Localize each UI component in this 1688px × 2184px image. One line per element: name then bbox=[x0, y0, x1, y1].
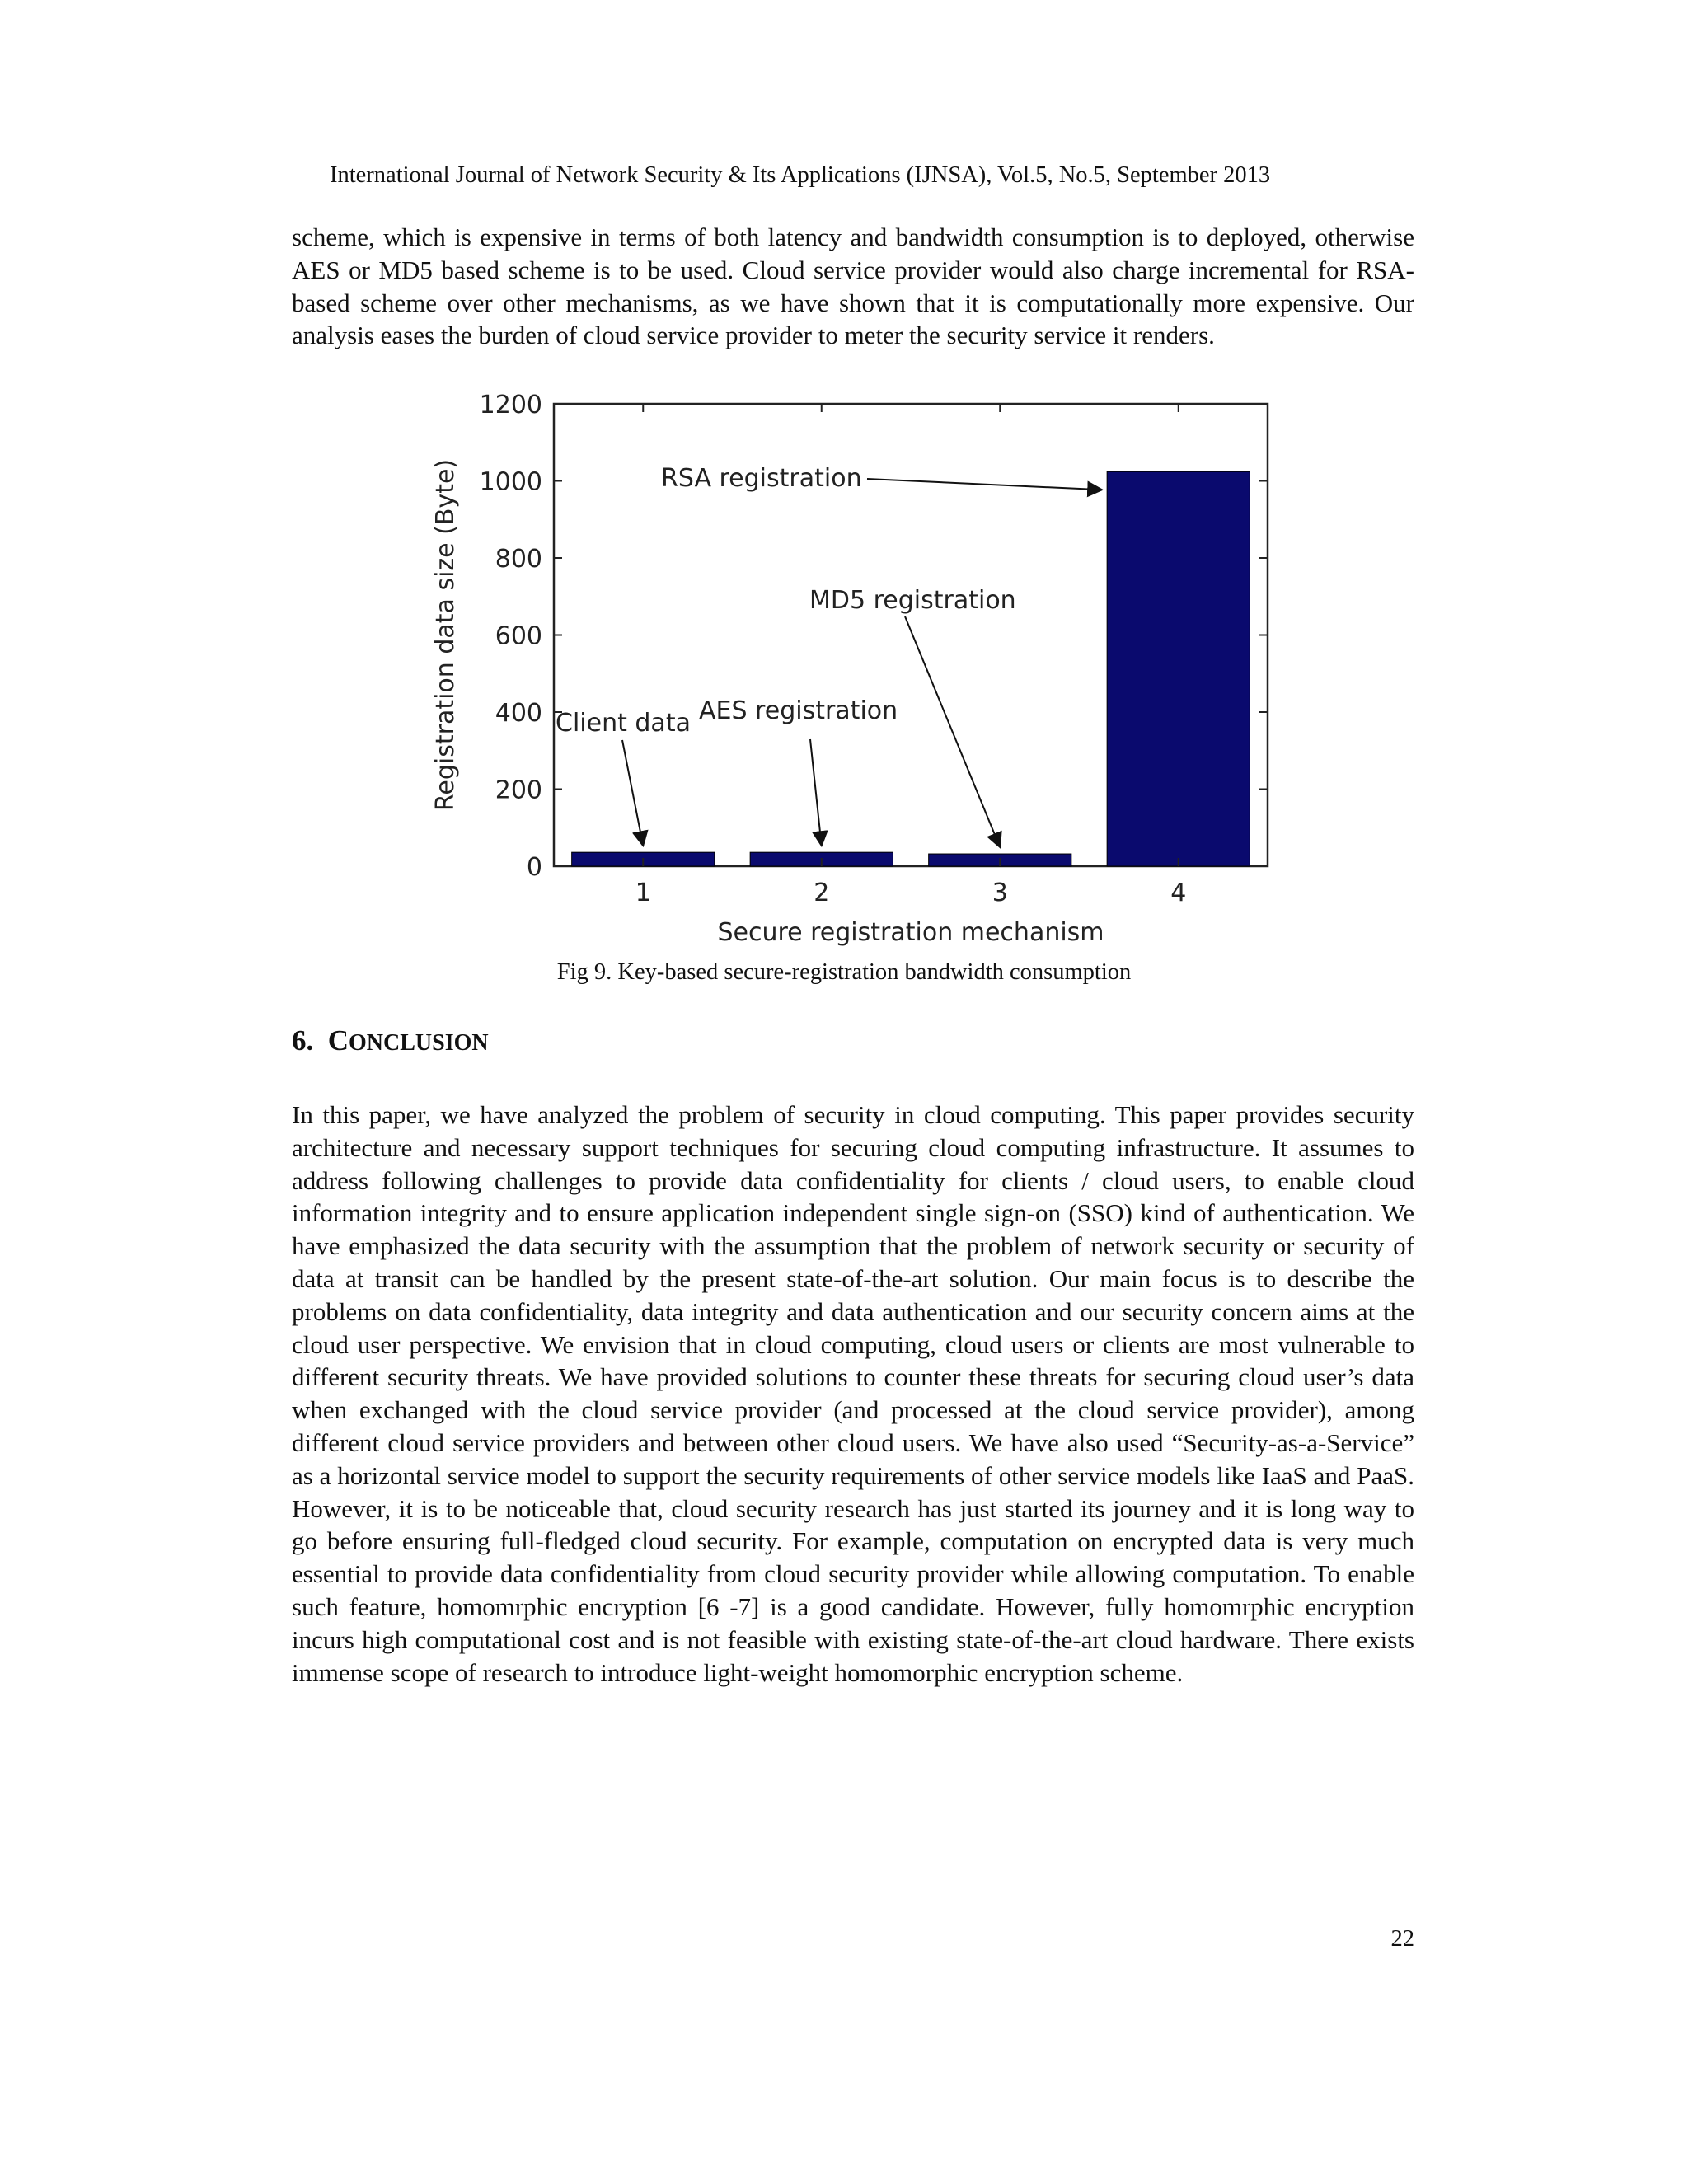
annotation-label: MD5 registration bbox=[809, 586, 1016, 615]
section-heading bbox=[292, 1024, 489, 1057]
y-tick-label: 0 bbox=[526, 853, 542, 882]
section-number: 6. bbox=[292, 1024, 314, 1057]
y-tick-label: 1000 bbox=[479, 467, 542, 497]
section-title-rest: ONCLUSION bbox=[349, 1030, 489, 1056]
page-number: 22 bbox=[1390, 1926, 1414, 1952]
paragraph-intro: scheme, which is expensive in terms of both latency and bandwidth consumption is to deployed, otherwise AES or MD5 based scheme is to be used. Cloud service provider would also charge incremental for RSA-based scheme over other mechanisms, as we have shown that it is computationally more expensive. Our analysis eases the burden of cloud service provider to meter the security service it renders. bbox=[292, 223, 1414, 350]
y-axis-label: Registration data size (Byte) bbox=[431, 458, 460, 812]
figure-bar-chart bbox=[429, 389, 1278, 946]
annotation-label: Client data bbox=[556, 709, 691, 738]
figure-caption: Fig 9. Key-based secure-registration bandwidth consumption bbox=[556, 959, 1132, 985]
y-tick-label: 1200 bbox=[479, 391, 542, 419]
y-tick-label: 600 bbox=[495, 621, 542, 651]
paragraph-conclusion: In this paper, we have analyzed the problem of security in cloud computing. This paper provides security architecture and necessary support techniques for securing cloud computing infrastructure. It assumes to address following challenges to provide data confidentiality for clients / cloud users, to enable cloud information integrity and to ensure application independent single sign-on (SSO) kind of authentication. We have emphasized the data security with the assumption that the problem of network security or security of data at transit can be handled by the present state-of-the-art solution. Our main focus is to describe the problems on data confidentiality, data integrity and data authentication and our security concern aims at the cloud user perspective. We envision that in cloud computing, cloud users or clients are most vulnerable to different security threats. We have provided solutions to counter these threats for securing cloud user’s data when exchanged with the cloud service provider (and processed at the cloud service provider), among different cloud service providers and between other cloud users. We have also used “Security-as-a-Service” as a horizontal service model to support the security requirements of other service models like IaaS and PaaS. However, it is to be noticeable that, cloud security research has just started its journey and it is long way to go before ensuring full-fledged cloud security. For example, computation on encrypted data is very much essential to provide data confidentiality from cloud security provider while allowing computation. To enable such feature, homomrphic encryption [6 -7] is a good candidate. However, fully homomrphic encryption incurs high computational cost and is not feasible with existing state-of-the-art cloud hardware. There exists immense scope of research to introduce light-weight homomorphic encryption scheme. bbox=[292, 1100, 1414, 1687]
section-title-initial: C bbox=[327, 1024, 349, 1057]
running-header: International Journal of Network Security & Its Applications (IJNSA), Vol.5, No.5, September 2013 bbox=[330, 162, 1271, 188]
y-tick-label: 200 bbox=[495, 776, 542, 805]
x-tick-label: 3 bbox=[992, 879, 1008, 907]
annotation-label: RSA registration bbox=[661, 464, 862, 493]
bar bbox=[1107, 471, 1250, 866]
x-tick-label: 4 bbox=[1170, 879, 1187, 907]
annotation-label: AES registration bbox=[699, 696, 898, 725]
y-tick-label: 400 bbox=[495, 699, 542, 728]
x-axis-label: Secure registration mechanism bbox=[717, 918, 1104, 946]
x-tick-label: 2 bbox=[814, 879, 830, 907]
y-tick-label: 800 bbox=[495, 545, 542, 574]
x-tick-label: 1 bbox=[635, 879, 651, 907]
bar-chart bbox=[429, 389, 1278, 946]
